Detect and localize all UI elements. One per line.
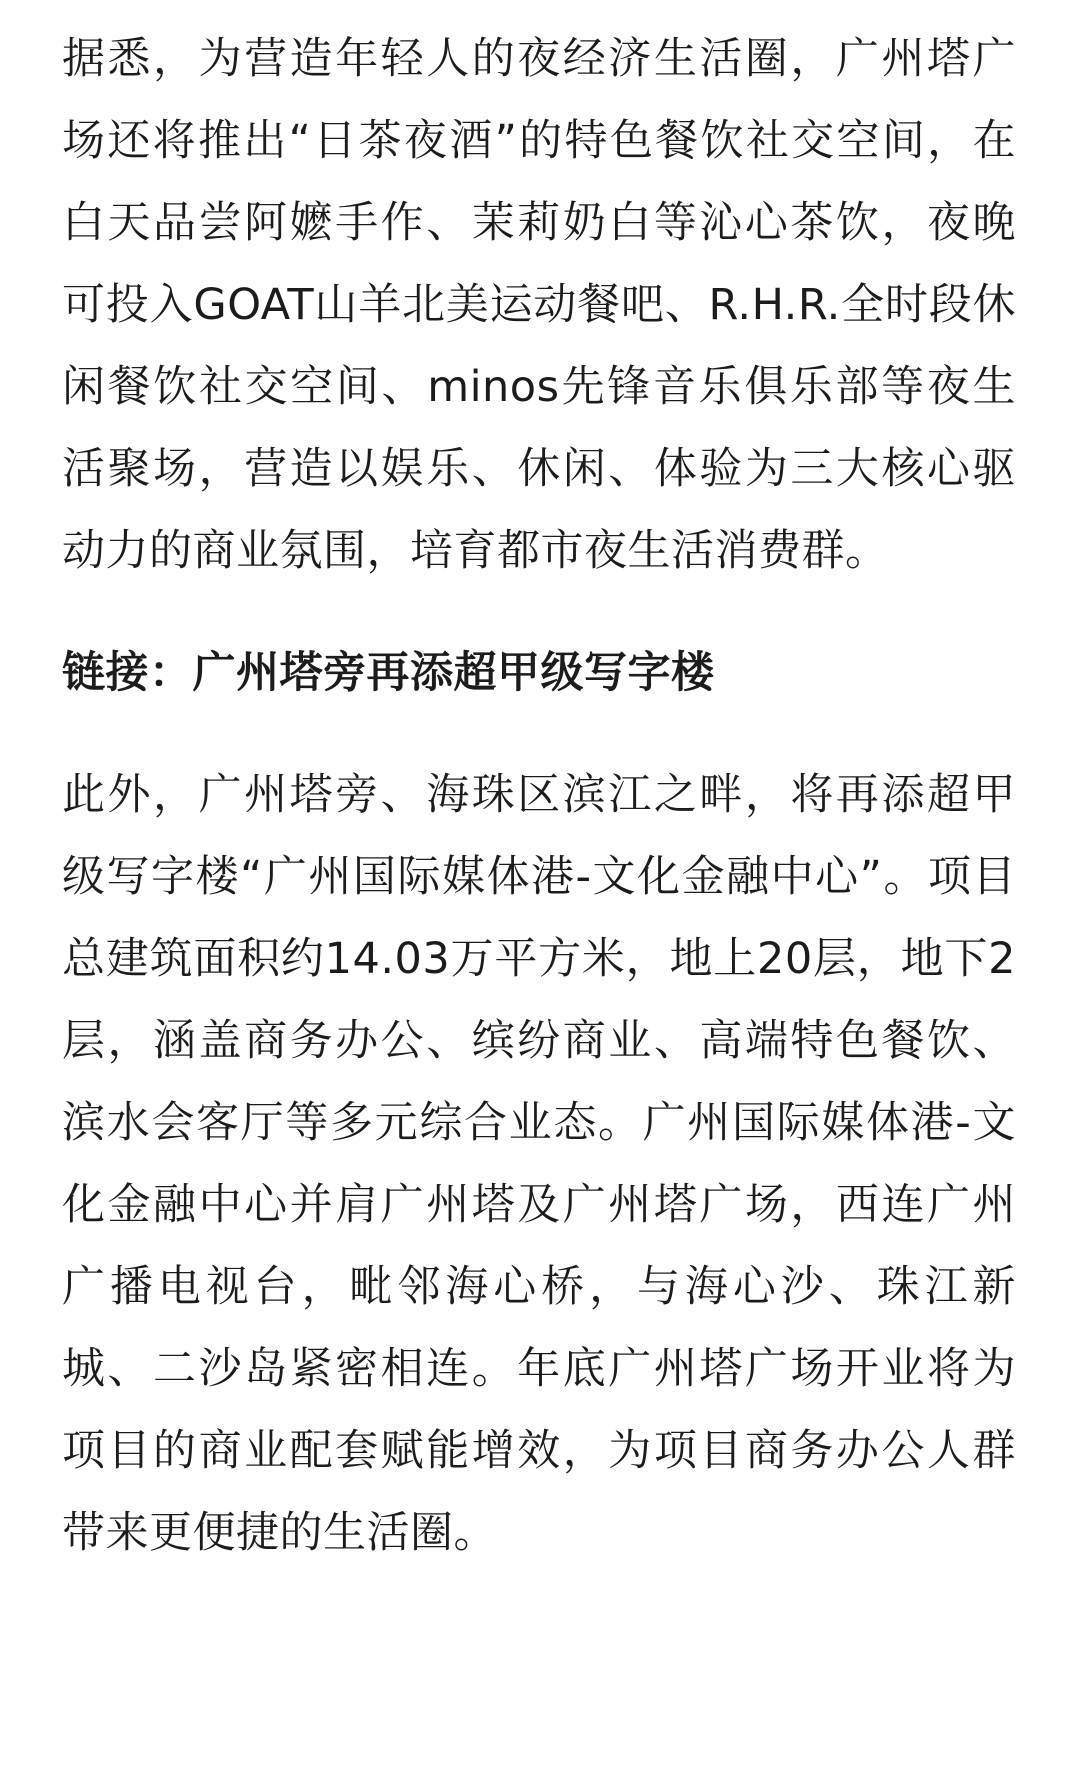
paragraph-night-economy: 据悉，为营造年轻人的夜经济生活圈，广州塔广场还将推出“日茶夜酒”的特色餐饮社交空间，在白天品尝阿嬷手作、茉莉奶白等沁心茶饮，夜晚可投入GOAT山羊北美运动餐吧、R.H.R.全时段休闲餐饮社交空间、minos先锋音乐俱乐部等夜生活聚场，营造以娱乐、休闲、体验为三大核心驱动力的商业氛围，培育都市夜生活消费群。	[62, 34, 1016, 576]
section-heading: 链接：广州塔旁再添超甲级写字楼	[62, 648, 715, 698]
paragraph-office-building: 此外，广州塔旁、海珠区滨江之畔，将再添超甲级写字楼“广州国际媒体港-文化金融中心”。项目总建筑面积约14.03万平方米，地上20层，地下2层，涵盖商务办公、缤纷商业、高端特色餐饮、滨水会客厅等多元综合业态。广州国际媒体港-文化金融中心并肩广州塔及广州塔广场，西连广州广播电视台，毗邻海心桥，与海心沙、珠江新城、二沙岛紧密相连。年底广州塔广场开业将为项目的商业配套赋能增效，为项目商务办公人群带来更便捷的生活圈。	[62, 770, 1016, 1558]
